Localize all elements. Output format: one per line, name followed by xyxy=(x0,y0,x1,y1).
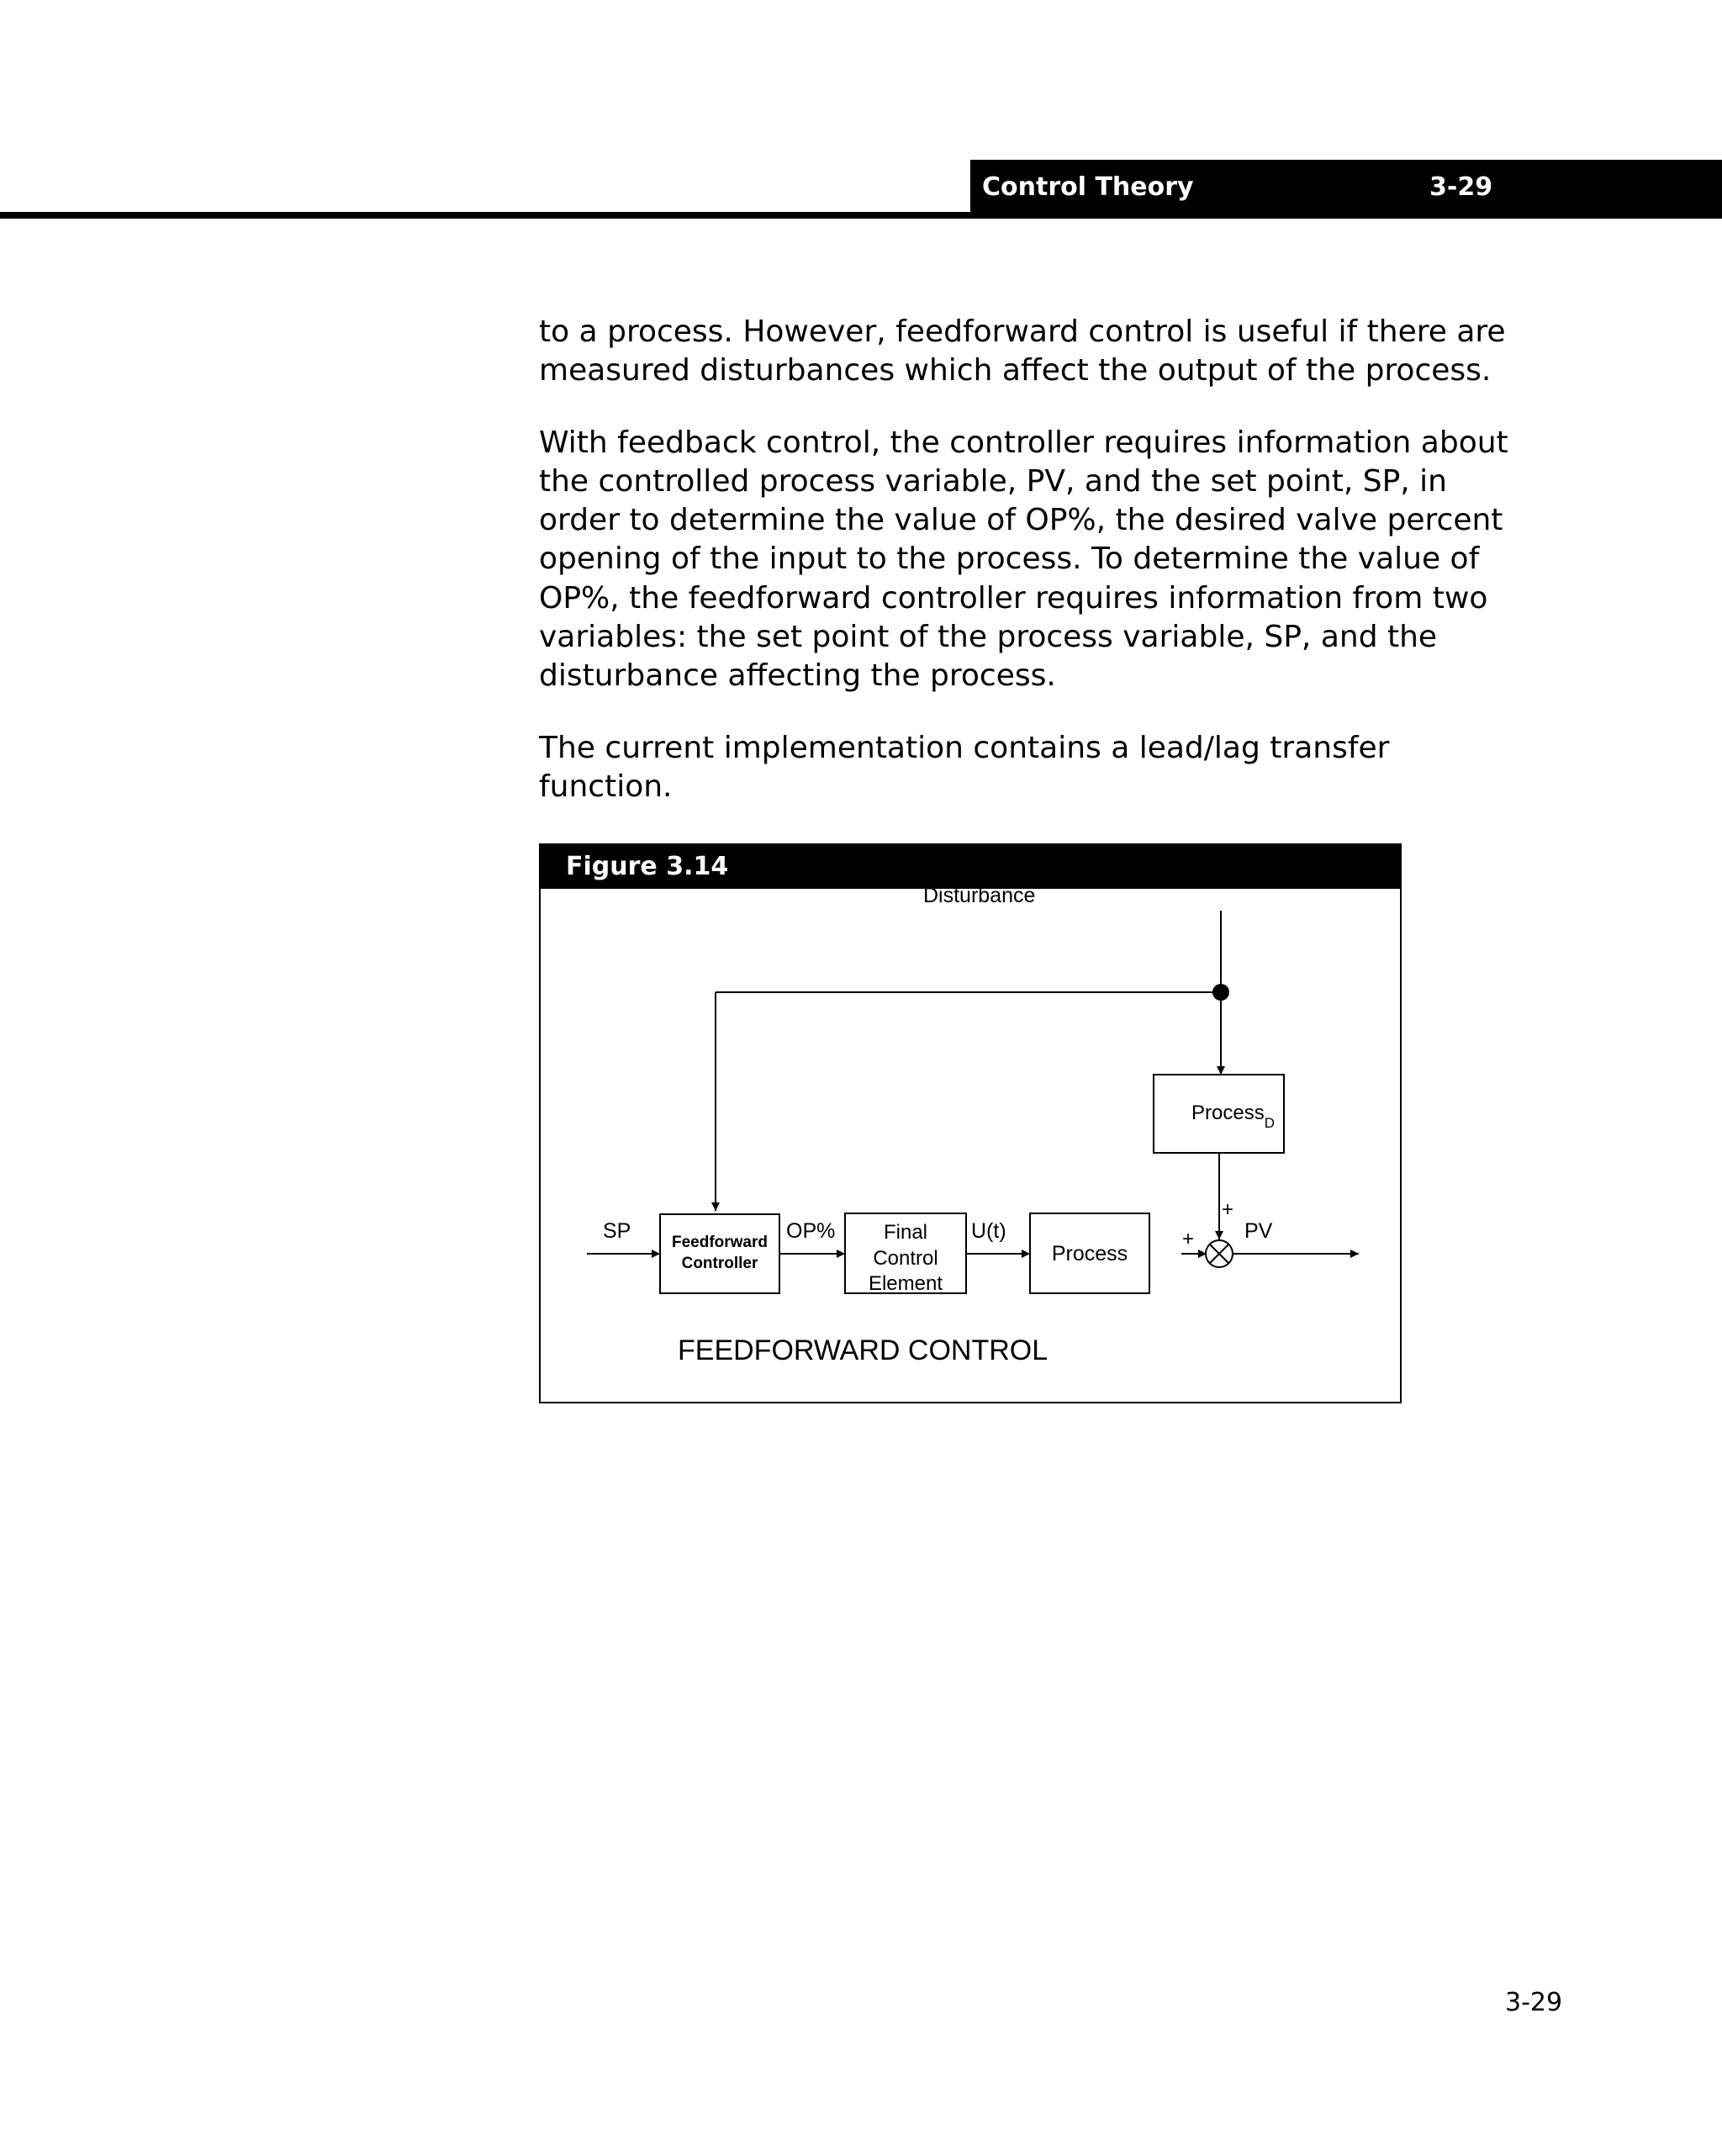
process-d-subscript: D xyxy=(1264,1115,1275,1131)
diagram-title: FEEDFORWARD CONTROL xyxy=(678,1334,1049,1366)
op-percent-label: OP% xyxy=(786,1219,836,1243)
pv-label: PV xyxy=(1244,1219,1273,1243)
paragraph-3: The current implementation contains a lead/lag transfer function. xyxy=(539,730,1390,804)
final-control-label-line2: Control xyxy=(873,1247,938,1270)
sp-label: SP xyxy=(603,1219,631,1243)
feedforward-controller-label-line1: Feedforward xyxy=(671,1234,769,1251)
header-page-number: 3-29 xyxy=(1429,172,1493,202)
process-d-label: Process$_D$ xyxy=(1191,1102,1275,1131)
feedforward-controller-box xyxy=(660,1214,779,1293)
feedforward-control-diagram xyxy=(541,845,1400,1402)
process-label: Process xyxy=(1051,1242,1128,1266)
header-section-title: Control Theory xyxy=(982,172,1194,202)
sum-plus-left-label: + xyxy=(1182,1228,1195,1250)
summing-junction xyxy=(1206,1240,1233,1267)
feedforward-controller-label-line2: Controller xyxy=(681,1255,758,1272)
paragraph-2: With feedback control, the controller requires information about the controlled process variable, PV, and the set point, SP, in order to determine the value of OP%, the desired valve percent opening of the input to the process. To determine the value of OP%, the feedforward controller requires information from two variables: the set point of the process variable, SP, and the disturbance affecting the process. xyxy=(539,425,1508,694)
u-t-label: U(t) xyxy=(971,1219,1006,1243)
body-text xyxy=(539,313,1531,839)
figure-3-14 xyxy=(539,843,1402,1403)
footer-page-number: 3-29 xyxy=(1505,1988,1563,2017)
final-control-label-line1: Final xyxy=(883,1221,928,1244)
figure-caption: Figure 3.14 xyxy=(566,852,729,881)
disturbance-label: Disturbance xyxy=(923,884,1036,907)
sum-plus-top-label: + xyxy=(1222,1198,1234,1221)
final-control-label-line3: Element xyxy=(868,1272,943,1295)
paragraph-1: to a process. However, feedforward control is useful if there are measured disturbances which affect the output of the process. xyxy=(539,314,1506,388)
